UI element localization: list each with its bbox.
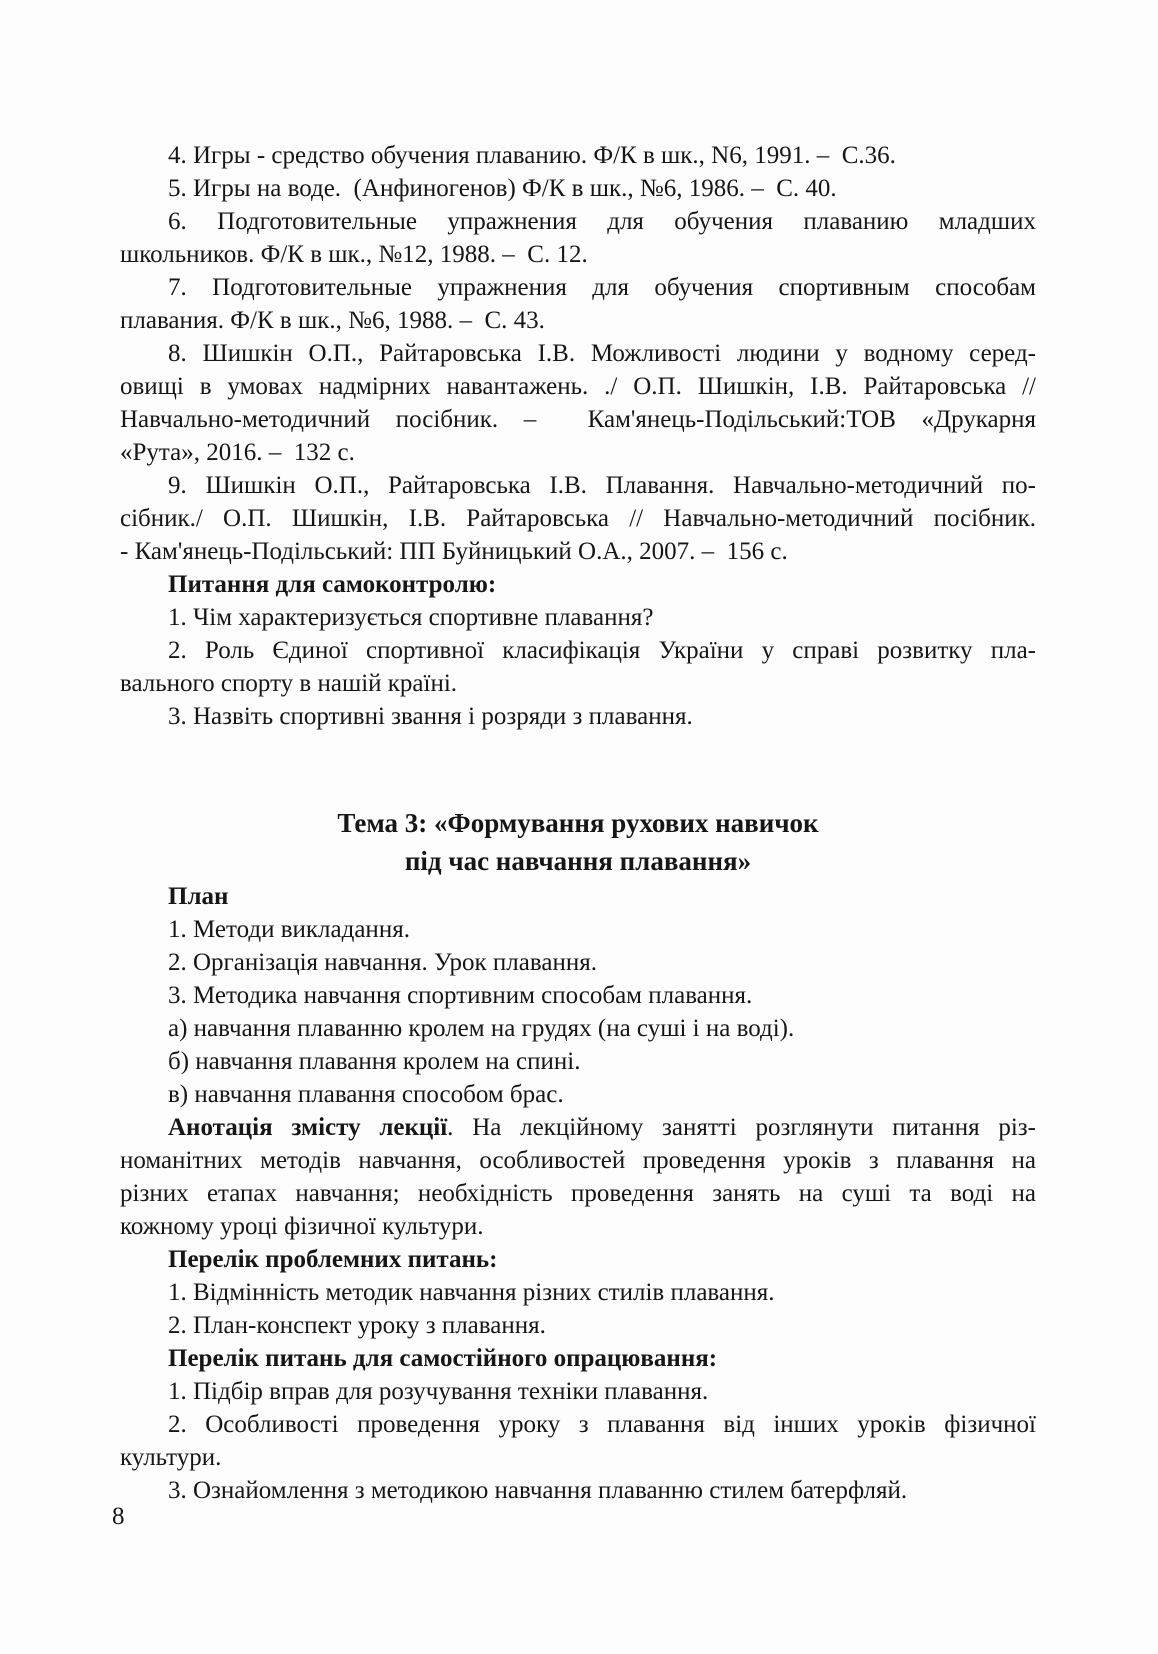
page-content	[120, 139, 1036, 1507]
bibliography-item-7-line-1: 7. Подготовительные упражнения для обучения спортивным способам	[168, 274, 1036, 301]
bibliography-item-8-line-4: «Рута», 2016. – 132 с.	[120, 439, 355, 466]
annotation-line-1	[120, 1111, 1036, 1144]
plan-item-2: 2. Організація навчання. Урок плавання.	[168, 949, 597, 976]
bibliography-item-8-line-3: Навчально-методичний посібник. – Кам'янець-Подільський:ТОВ «Друкарня	[120, 406, 1036, 433]
self-check-question-2-line-1: 2. Роль Єдиної спортивної класифікація України у справі розвитку пла-	[168, 637, 1036, 664]
bibliography-item-8-line-1: 8. Шишкін О.П., Райтаровська І.В. Можливості людини у водному серед-	[168, 340, 1036, 367]
self-check-question-3: 3. Назвіть спортивні звання і розряди з плавання.	[168, 703, 693, 730]
self-study-question-2-line-2: культури.	[120, 1444, 222, 1471]
self-study-question-2-line-1: 2. Особливості проведення уроку з плавання від інших уроків фізичної	[168, 1411, 1036, 1438]
page-number: 8	[112, 1503, 125, 1530]
bibliography-item-5: 5. Игры на воде. (Анфиногенов) Ф/К в шк., №6, 1986. – С. 40.	[168, 175, 837, 202]
bibliography-item-9-line-3: - Кам'янець-Подільський: ПП Буйницький О.А., 2007. – 156 с.	[120, 538, 788, 565]
annotation-line-2: номанітних методів навчання, особливостей проведення уроків з плавання на	[120, 1147, 1036, 1174]
problem-questions-title: Перелік проблемних питань:	[168, 1246, 498, 1273]
self-check-title: Питання для самоконтролю:	[168, 571, 497, 598]
self-check-question-1: 1. Чім характеризується спортивне плавання?	[168, 604, 654, 631]
topic-heading-line-2: під час навчання плавання»	[404, 846, 752, 876]
plan-item-1: 1. Методи викладання.	[168, 916, 410, 943]
plan-title: План	[168, 883, 229, 910]
plan-item-c: в) навчання плавання способом брас.	[168, 1081, 564, 1108]
bibliography-item-6-line-1: 6. Подготовительные упражнения для обучения плаванию младших	[168, 208, 1036, 235]
self-study-question-1: 1. Підбір вправ для розучування техніки плавання.	[168, 1378, 709, 1405]
bibliography-item-7-line-2: плавания. Ф/К в шк., №6, 1988. – С. 43.	[120, 307, 545, 334]
annotation-lead: Анотація змісту лекції	[168, 1114, 448, 1141]
bibliography-item-8-line-2: овищі в умовах надмірних навантажень. ./ О.П. Шишкін, І.В. Райтаровська //	[120, 373, 1036, 400]
bibliography-item-9-line-2: сібник./ О.П. Шишкін, І.В. Райтаровська // Навчально-методичний посібник.	[120, 505, 1036, 532]
bibliography-item-6-line-2: школьников. Ф/К в шк., №12, 1988. – С. 12.	[120, 241, 588, 268]
plan-item-3: 3. Методика навчання спортивним способам плавання.	[168, 982, 753, 1009]
topic-heading	[120, 804, 1036, 880]
bibliography-item-4: 4. Игры - средство обучения плаванию. Ф/К в шк., N6, 1991. – С.36.	[168, 142, 896, 169]
problem-question-1: 1. Відмінність методик навчання різних стилів плавання.	[168, 1279, 775, 1306]
plan-item-a: а) навчання плаванню кролем на грудях (на суші і на воді).	[168, 1015, 795, 1042]
annotation-line-3: різних етапах навчання; необхідність проведення занять на суші та воді на	[120, 1180, 1036, 1207]
annotation-line-4: кожному уроці фізичної культури.	[120, 1213, 484, 1240]
bibliography-item-9-line-1: 9. Шишкін О.П., Райтаровська І.В. Плавання. Навчально-методичний по-	[168, 472, 1036, 499]
plan-item-b: б) навчання плавання кролем на спині.	[168, 1048, 581, 1075]
problem-question-2: 2. План-конспект уроку з плавання.	[168, 1312, 546, 1339]
self-study-title: Перелік питань для самостійного опрацювання:	[168, 1345, 718, 1372]
topic-heading-line-1: Тема 3: «Формування рухових навичок	[337, 808, 819, 838]
annotation-lead-rest: . На лекційному занятті розглянути питання різ-	[447, 1114, 1036, 1141]
self-check-question-2-line-2: вального спорту в нашій країні.	[120, 670, 458, 697]
self-study-question-3: 3. Ознайомлення з методикою навчання плаванню стилем батерфляй.	[168, 1477, 908, 1504]
